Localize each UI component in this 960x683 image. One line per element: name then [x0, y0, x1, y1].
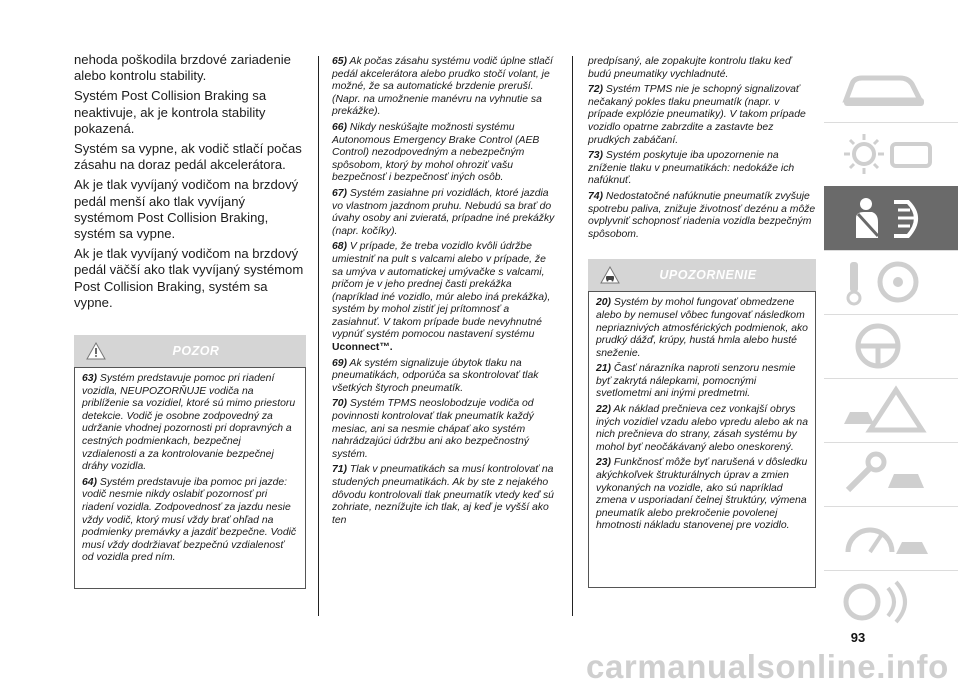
note-item	[332, 122, 558, 185]
gauge-car-icon	[838, 512, 938, 564]
note-text: V prípade, že treba vozidlo kvôli údržbe umiestniť na pult s valcami alebo v prípade, že sa umýva v automatickej umývačke s valcami, pričom je v jeho prednej časti prekážka (napríklad iné vozidlo, múr alebo iná prekážka), systém by mohol zistiť jej prítomnosť a zasiahnuť. V takom prípade bude nevyhnutné vypnúť systém pomocou nastavení systému	[332, 241, 551, 341]
tab-steering[interactable]	[824, 314, 958, 379]
note-text: Funkčnosť môže byť narušená v dôsledku akýchkoľvek štrukturálnych úprav a zmien vykonaných na vozidle, ako sú napríklad zmena v usporiadaní čelnej štruktúry, výmena pneumatík alebo prekročenie povolenej hmotnosti nákladu stanovenej pre vozidlo.	[596, 457, 808, 532]
note-item	[332, 358, 558, 396]
note-text: Systém predstavuje iba pomoc pri jazde: vodič nesmie nikdy oslabiť pozornosť pri riadení vozidla. Zodpovednosť za jazdu nesie vždy vodič, ktorý musí vždy brať ohľad na podmienky premávky a jazdiť bezpečne. Vodič musí vždy dodržiavať bezpečnú vzdialenosť od vozidla pred ním.	[82, 476, 297, 564]
wrench-car-icon	[838, 448, 938, 500]
lights-display-icon	[838, 128, 938, 180]
note-text: Časť nárazníka naproti senzoru nesmie byť zakrytá nálepkami, pomocnými svetlometmi ani inými predmetmi.	[596, 363, 796, 400]
media-touch-icon	[838, 576, 938, 628]
note-number: 68)	[332, 241, 348, 253]
note-item	[596, 363, 808, 401]
note-text: Systém by mohol fungovať obmedzene alebo by nemusel vôbec fungovať následkom nepriaznivých atmosférických podmienok, ako prudký dážď, krúpy, hustá hmla alebo husté sneženie.	[596, 297, 808, 359]
paragraph: Ak je tlak vyvíjaný vodičom na brzdový pedál menší ako tlak vyvíjaný systémom Post Collision Braking, systém sa vypne.	[74, 177, 299, 242]
note-item	[596, 457, 808, 533]
note-text: Ak náklad prečnieva cez vonkajší obrys iných vozidiel vzadu alebo vpredu alebo ak na nich prečnieva do strany, zásah systému by mohol byť neočákávaný alebo oneskorený.	[596, 404, 808, 453]
note-text: Systém poskytuje iba upozornenie na zníženie tlaku v pneumatikách: nedokáže ich nafúknuť.	[588, 150, 795, 187]
note-item	[596, 404, 808, 454]
note-text: Tlak v pneumatikách sa musí kontrolovať na studených pneumatikách. Ak by ste z nejakého dôvodu kontrolovali tlak pneumatík vtedy keď sú zohriate, neznížujte ich tlak, aj keď je vyšší ako ten	[332, 464, 554, 526]
note-text: Systém TPMS nie je schopný signalizovať nečakaný pokles tlaku pneumatík (napr. v prípade explózie pneumatiky). V takom prípade vozidlo opatrne zabrzdite a zastavte bez prudkých zabáčaní.	[588, 84, 806, 146]
column-divider	[572, 56, 573, 616]
note-number: 65)	[332, 56, 348, 67]
note-number: 74)	[588, 190, 604, 202]
note-number: 70)	[332, 398, 348, 410]
note-number: 23)	[596, 457, 612, 469]
note-text: Nedostatočné nafúknutie pneumatík zvyšuje spotrebu paliva, znižuje životnosť dezénu a môže ovplyvniť schopnosť riadenia vozidla bezpečným spôsobom.	[588, 190, 816, 240]
chapter-sidebar	[824, 58, 960, 618]
note-number: 63)	[82, 373, 98, 385]
tab-emergency[interactable]	[824, 378, 958, 443]
tab-safety[interactable]	[824, 186, 958, 251]
note-text: Nikdy neskúšajte možnosti systému Autonomous Emergency Brake Control (AEB Control) nezodpovedným a nebezpečným spôsobom, ktorý by mohol ohroziť vašu bezpečnosť i bezpečnosť iných osôb.	[332, 121, 540, 184]
continued-notes	[588, 56, 816, 241]
left-column	[74, 52, 306, 589]
note-item	[332, 241, 558, 354]
paragraph: Systém sa vypne, ak vodič stlačí počas zásahu na doraz pedál akcelerátora.	[74, 141, 302, 173]
note-text: Systém predstavuje pomoc pri riadení vozidla, NEUPOZORŇUJE vodiča na priblíženie sa vozidiel, ktoré sú mimo priestoru detekcie. Vodič je osobne zodpovedný za udržanie vhodnej pozornosti pri dopravných a cestných podmienkach, bezpečnej vzdialenosti a za kontrolovanie bezpečnej dráhy vozidla.	[82, 373, 296, 473]
note-number: 67)	[332, 187, 348, 199]
note-text: predpísaný, ale zopakujte kontrolu tlaku keď budú pneumatiky vychladnuté.	[588, 56, 792, 80]
note-item	[596, 297, 808, 360]
note-item	[82, 373, 298, 474]
note-number: 71)	[332, 464, 348, 476]
note-number: 20)	[596, 297, 612, 309]
note-item	[588, 84, 816, 147]
note-text: Ak systém signalizuje úbytok tlaku na pneumatikách, odporúča sa skontrolovať tlak všetkých štyroch pneumatík.	[332, 357, 539, 394]
note-item	[332, 398, 558, 461]
note-text: Systém zasiahne pri vozidlách, ktoré jazdia vo vlastnom jazdnom pruhu. Nebudú sa brať do úvahy osoby ani zvieratá, prípadne iné prekážky (napr. kočíky).	[332, 187, 555, 237]
car-overview-icon	[838, 64, 938, 114]
seatbelt-airbag-icon	[838, 192, 938, 244]
note-item	[332, 464, 558, 527]
note-number: 22)	[596, 404, 612, 416]
warning-triangle-car-icon	[600, 266, 620, 284]
uconnect-label: Uconnect™.	[332, 342, 393, 354]
paragraph: Systém Post Collision Braking sa neaktivuje, ak je kontrola stability pokazená.	[74, 88, 267, 136]
watermark	[586, 650, 960, 683]
note-text: Systém TPMS neoslobodzuje vodiča od povinnosti kontrolovať tlak pneumatík každý mesiac, ani sa nesmie chápať ako systém nahrádzajúci údržbu ani ako bezpečnostný systém.	[332, 398, 534, 460]
note-item	[588, 191, 816, 241]
note-number: 21)	[596, 363, 612, 375]
watermark-text: carmanualsonline.info	[586, 650, 949, 683]
note-number: 64)	[82, 476, 98, 488]
warning-triangle-car-icon	[838, 384, 938, 436]
note-number: 73)	[588, 150, 604, 162]
pozor-notes	[74, 367, 306, 589]
paragraph: Ak je tlak vyvíjaný vodičom na brzdový pedál väčší ako tlak vyvíjaný systémom Post Collision Braking, systém sa vypne.	[74, 246, 304, 310]
key-ignition-icon	[838, 256, 938, 308]
paragraph: nehoda poškodila brzdové zariadenie alebo kontrolu stability.	[74, 52, 291, 84]
banner-title: UPOZORNENIE	[659, 268, 757, 283]
note-number: 72)	[588, 84, 604, 96]
upozornenie-notes	[588, 291, 816, 588]
banner-title: POZOR	[172, 344, 220, 359]
note-text: Ak počas zásahu systému vodič úplne stlačí pedál akcelerátora alebo prudko stočí volant, je možné, že sa automatické brzdenie preruší. (Napr. na umožnenie manévru na vyhnutie sa prekážke).	[332, 56, 553, 118]
tab-multimedia[interactable]	[824, 570, 958, 634]
tab-start-drive[interactable]	[824, 250, 958, 315]
tab-car-overview[interactable]	[824, 58, 958, 123]
pozor-banner	[74, 335, 306, 367]
note-item	[82, 477, 298, 565]
column-divider	[318, 56, 319, 616]
note-item	[588, 56, 816, 81]
tab-lights-display[interactable]	[824, 122, 958, 187]
body-text	[74, 52, 306, 311]
tab-maintenance[interactable]	[824, 442, 958, 507]
note-item	[332, 56, 558, 119]
note-number: 69)	[332, 357, 348, 369]
steering-wheel-icon	[838, 320, 938, 372]
warning-triangle-icon	[86, 342, 106, 360]
upozornenie-banner	[588, 259, 816, 291]
note-item	[588, 150, 816, 188]
tab-technical-data[interactable]	[824, 506, 958, 571]
middle-column	[332, 56, 558, 530]
note-item	[332, 188, 558, 238]
note-number: 66)	[332, 121, 348, 133]
right-column	[588, 56, 816, 588]
page-number: 93	[850, 630, 866, 645]
